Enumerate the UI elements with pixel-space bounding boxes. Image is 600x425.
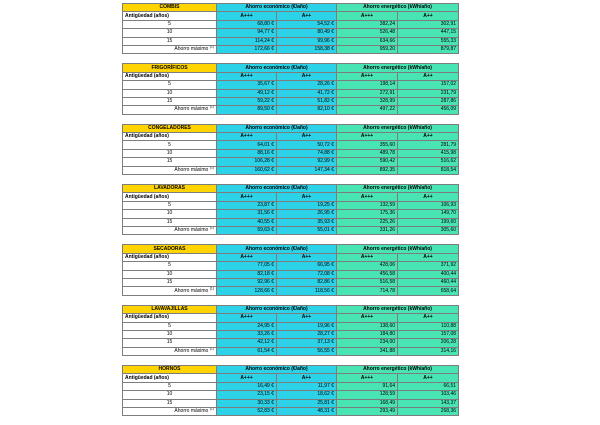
eco-a2-cell: 92,99 € — [277, 158, 337, 166]
energy-a2-cell: 400,44 — [398, 270, 459, 278]
year-cell: 10 — [123, 89, 217, 97]
class-a2-label: A++ — [398, 314, 459, 322]
class-a3-label: A+++ — [337, 72, 398, 80]
class-header-row — [123, 133, 459, 141]
energy-a3-cell: 456,58 — [337, 270, 398, 278]
year-cell: 5 — [123, 81, 217, 89]
eco-a3-cell: 23,87 € — [217, 201, 277, 209]
energy-header: Ahorro energético (kWh/año) — [337, 4, 459, 12]
energy-a3-cell: 234,00 — [337, 339, 398, 347]
class-a3-label: A+++ — [217, 72, 277, 80]
max-row — [123, 106, 459, 114]
max-eco-a2-cell: 56,55 € — [277, 347, 337, 355]
table-header-row — [123, 64, 459, 72]
category-title: LAVADORAS — [123, 185, 217, 193]
eco-a2-cell: 28,26 € — [277, 81, 337, 89]
class-a2-label: A++ — [277, 374, 337, 382]
max-eco-a2-cell: 82,10 € — [277, 106, 337, 114]
year-cell: 10 — [123, 330, 217, 338]
economic-header: Ahorro económico (€/año) — [217, 305, 337, 313]
energy-a3-cell: 225,26 — [337, 218, 398, 226]
table-row — [123, 322, 459, 330]
max-label-text: Ahorro máximo — [174, 106, 209, 113]
class-a2-label: A++ — [398, 193, 459, 201]
max-eco-a2-cell: 158,38 € — [277, 45, 337, 53]
energy-header: Ahorro energético (kWh/año) — [337, 185, 459, 193]
table-header-row — [123, 4, 459, 12]
eco-a3-cell: 31,56 € — [217, 210, 277, 218]
class-a2-label: A++ — [277, 253, 337, 261]
eco-a3-cell: 106,28 € — [217, 158, 277, 166]
table-header-row — [123, 305, 459, 313]
max-eco-a3-cell: 160,62 € — [217, 166, 277, 174]
table-row — [123, 97, 459, 105]
table-row — [123, 89, 459, 97]
eco-a2-cell: 35,93 € — [277, 218, 337, 226]
class-a3-label: A+++ — [217, 253, 277, 261]
savings-table — [122, 305, 459, 356]
max-energy-a2-cell: 314,16 — [398, 347, 459, 355]
eco-a3-cell: 40,55 € — [217, 218, 277, 226]
class-a2-label: A++ — [398, 374, 459, 382]
max-energy-a2-cell: 305,60 — [398, 226, 459, 234]
table-row — [123, 382, 459, 390]
class-a2-label: A++ — [398, 133, 459, 141]
energy-a3-cell: 328,99 — [337, 97, 398, 105]
energy-header: Ahorro energético (kWh/año) — [337, 366, 459, 374]
energy-a3-cell: 175,36 — [337, 210, 398, 218]
max-eco-a3-cell: 89,50 € — [217, 106, 277, 114]
category-title: SECADORAS — [123, 245, 217, 253]
class-header-row — [123, 374, 459, 382]
table-header-row — [123, 124, 459, 132]
eco-a2-cell: 11,97 € — [277, 382, 337, 390]
max-energy-a3-cell: 341,88 — [337, 347, 398, 355]
energy-a2-cell: 206,28 — [398, 339, 459, 347]
eco-a2-cell: 66,95 € — [277, 262, 337, 270]
max-energy-a3-cell: 959,20 — [337, 45, 398, 53]
eco-a3-cell: 24,95 € — [217, 322, 277, 330]
max-energy-a3-cell: 892,35 — [337, 166, 398, 174]
max-energy-a2-cell: 456,09 — [398, 106, 459, 114]
energy-a3-cell: 138,60 — [337, 322, 398, 330]
max-label — [123, 408, 217, 416]
table-row — [123, 141, 459, 149]
class-a2-label: A++ — [277, 133, 337, 141]
section-hornos — [122, 365, 458, 416]
max-label-text: Ahorro máximo — [174, 227, 209, 234]
energy-a2-cell: 157,08 — [398, 330, 459, 338]
table-row — [123, 391, 459, 399]
eco-a2-cell: 80,49 € — [277, 29, 337, 37]
table-row — [123, 201, 459, 209]
max-label-text: Ahorro máximo — [174, 46, 209, 53]
energy-a2-cell: 231,79 — [398, 89, 459, 97]
max-row — [123, 408, 459, 416]
age-label: Antigüedad (años) — [123, 253, 217, 261]
eco-a3-cell: 68,80 € — [217, 20, 277, 28]
energy-header: Ahorro energético (kWh/año) — [337, 64, 459, 72]
energy-a2-cell: 287,86 — [398, 97, 459, 105]
eco-a2-cell: 72,08 € — [277, 270, 337, 278]
class-header-row — [123, 72, 459, 80]
class-a3-label: A+++ — [217, 374, 277, 382]
max-energy-a3-cell: 714,78 — [337, 287, 398, 295]
energy-a2-cell: 157,02 — [398, 81, 459, 89]
energy-a2-cell: 143,37 — [398, 399, 459, 407]
energy-a3-cell: 428,06 — [337, 262, 398, 270]
eco-a3-cell: 49,12 € — [217, 89, 277, 97]
energy-a3-cell: 132,59 — [337, 201, 398, 209]
max-eco-a3-cell: 128,66 € — [217, 287, 277, 295]
max-eco-a3-cell: 52,83 € — [217, 408, 277, 416]
table-row — [123, 330, 459, 338]
energy-a3-cell: 184,80 — [337, 330, 398, 338]
eco-a2-cell: 26,95 € — [277, 210, 337, 218]
age-label: Antigüedad (años) — [123, 133, 217, 141]
table-row — [123, 270, 459, 278]
eco-a2-cell: 99,96 € — [277, 37, 337, 45]
eco-a3-cell: 33,26 € — [217, 330, 277, 338]
class-a2-label: A++ — [398, 12, 459, 20]
eco-a3-cell: 23,15 € — [217, 391, 277, 399]
max-eco-a3-cell: 172,66 € — [217, 45, 277, 53]
economic-header: Ahorro económico (€/año) — [217, 4, 337, 12]
year-cell: 15 — [123, 399, 217, 407]
max-label — [123, 347, 217, 355]
table-row — [123, 210, 459, 218]
category-title: FRIGORÍFICOS — [123, 64, 217, 72]
energy-a2-cell: 281,79 — [398, 141, 459, 149]
year-cell: 5 — [123, 20, 217, 28]
energy-a3-cell: 634,66 — [337, 37, 398, 45]
class-a3-label: A+++ — [337, 133, 398, 141]
savings-table — [122, 63, 459, 114]
year-cell: 15 — [123, 218, 217, 226]
class-a3-label: A+++ — [217, 193, 277, 201]
eco-a2-cell: 82,86 € — [277, 278, 337, 286]
age-label: Antigüedad (años) — [123, 72, 217, 80]
savings-table — [122, 244, 459, 295]
energy-a2-cell: 516,62 — [398, 158, 459, 166]
eco-a2-cell: 50,72 € — [277, 141, 337, 149]
energy-a3-cell: 526,48 — [337, 29, 398, 37]
section-combis — [122, 3, 458, 54]
energy-a2-cell: 460,44 — [398, 278, 459, 286]
class-a3-label: A+++ — [217, 12, 277, 20]
class-a3-label: A+++ — [337, 12, 398, 20]
energy-a2-cell: 199,60 — [398, 218, 459, 226]
energy-header: Ahorro energético (kWh/año) — [337, 245, 459, 253]
section-secadoras — [122, 244, 458, 295]
max-energy-a3-cell: 293,49 — [337, 408, 398, 416]
footnote-marker: (1) — [209, 407, 214, 411]
savings-table — [122, 124, 459, 175]
max-label — [123, 45, 217, 53]
energy-a2-cell: 447,15 — [398, 29, 459, 37]
table-row — [123, 339, 459, 347]
energy-a3-cell: 91,64 — [337, 382, 398, 390]
energy-a3-cell: 272,91 — [337, 89, 398, 97]
max-row — [123, 347, 459, 355]
class-a3-label: A+++ — [337, 253, 398, 261]
class-a3-label: A+++ — [337, 314, 398, 322]
energy-header: Ahorro energético (kWh/año) — [337, 124, 459, 132]
max-row — [123, 45, 459, 53]
table-row — [123, 278, 459, 286]
age-label: Antigüedad (años) — [123, 314, 217, 322]
table-row — [123, 20, 459, 28]
eco-a3-cell: 16,49 € — [217, 382, 277, 390]
energy-a2-cell: 415,98 — [398, 149, 459, 157]
max-eco-a2-cell: 118,56 € — [277, 287, 337, 295]
max-label — [123, 166, 217, 174]
eco-a3-cell: 94,77 € — [217, 29, 277, 37]
savings-table — [122, 3, 459, 54]
category-title: COMBIS — [123, 4, 217, 12]
category-title: CONGELADORES — [123, 124, 217, 132]
year-cell: 15 — [123, 37, 217, 45]
year-cell: 10 — [123, 29, 217, 37]
max-row — [123, 166, 459, 174]
eco-a3-cell: 30,33 € — [217, 399, 277, 407]
max-energy-a2-cell: 818,54 — [398, 166, 459, 174]
energy-a2-cell: 555,33 — [398, 37, 459, 45]
economic-header: Ahorro económico (€/año) — [217, 64, 337, 72]
class-a2-label: A++ — [398, 72, 459, 80]
energy-a3-cell: 128,59 — [337, 391, 398, 399]
energy-a2-cell: 103,46 — [398, 391, 459, 399]
eco-a2-cell: 37,13 € — [277, 339, 337, 347]
footnote-marker: (1) — [209, 286, 214, 290]
max-label-text: Ahorro máximo — [174, 287, 209, 294]
year-cell: 5 — [123, 141, 217, 149]
max-eco-a3-cell: 59,63 € — [217, 226, 277, 234]
year-cell: 10 — [123, 210, 217, 218]
energy-a2-cell: 66,51 — [398, 382, 459, 390]
year-cell: 15 — [123, 97, 217, 105]
class-a2-label: A++ — [277, 193, 337, 201]
eco-a2-cell: 41,72 € — [277, 89, 337, 97]
category-title: HORNOS — [123, 366, 217, 374]
max-label-text: Ahorro máximo — [174, 408, 209, 415]
year-cell: 15 — [123, 278, 217, 286]
energy-a2-cell: 371,92 — [398, 262, 459, 270]
table-header-row — [123, 366, 459, 374]
energy-a3-cell: 590,42 — [337, 158, 398, 166]
eco-a2-cell: 28,27 € — [277, 330, 337, 338]
eco-a3-cell: 64,01 € — [217, 141, 277, 149]
eco-a2-cell: 19,96 € — [277, 322, 337, 330]
energy-a3-cell: 516,58 — [337, 278, 398, 286]
class-a2-label: A++ — [277, 12, 337, 20]
age-label: Antigüedad (años) — [123, 374, 217, 382]
savings-tables — [122, 3, 458, 425]
age-label: Antigüedad (años) — [123, 193, 217, 201]
max-label — [123, 226, 217, 234]
table-row — [123, 262, 459, 270]
footnote-marker: (1) — [209, 105, 214, 109]
year-cell: 10 — [123, 149, 217, 157]
section-congeladores — [122, 124, 458, 175]
energy-a2-cell: 106,93 — [398, 201, 459, 209]
max-label — [123, 287, 217, 295]
max-energy-a3-cell: 497,22 — [337, 106, 398, 114]
max-label — [123, 106, 217, 114]
class-a2-label: A++ — [277, 72, 337, 80]
energy-a3-cell: 198,14 — [337, 81, 398, 89]
class-header-row — [123, 193, 459, 201]
energy-a3-cell: 168,49 — [337, 399, 398, 407]
footnote-marker: (1) — [209, 45, 214, 49]
energy-a2-cell: 110,88 — [398, 322, 459, 330]
section-frigorificos — [122, 63, 458, 114]
table-row — [123, 218, 459, 226]
max-row — [123, 226, 459, 234]
table-row — [123, 399, 459, 407]
footnote-marker: (1) — [209, 226, 214, 230]
table-row — [123, 81, 459, 89]
savings-table — [122, 184, 459, 235]
eco-a3-cell: 88,16 € — [217, 149, 277, 157]
eco-a2-cell: 25,81 € — [277, 399, 337, 407]
footnote-marker: (1) — [209, 166, 214, 170]
eco-a3-cell: 35,67 € — [217, 81, 277, 89]
savings-table — [122, 365, 459, 416]
class-a3-label: A+++ — [337, 193, 398, 201]
section-lavavajillas — [122, 305, 458, 356]
max-label-text: Ahorro máximo — [174, 166, 209, 173]
economic-header: Ahorro económico (€/año) — [217, 366, 337, 374]
section-lavadoras — [122, 184, 458, 235]
table-row — [123, 149, 459, 157]
class-a2-label: A++ — [398, 253, 459, 261]
max-label-text: Ahorro máximo — [174, 347, 209, 354]
eco-a2-cell: 54,52 € — [277, 20, 337, 28]
energy-a3-cell: 355,60 — [337, 141, 398, 149]
class-header-row — [123, 253, 459, 261]
max-eco-a3-cell: 61,54 € — [217, 347, 277, 355]
economic-header: Ahorro económico (€/año) — [217, 245, 337, 253]
eco-a3-cell: 59,22 € — [217, 97, 277, 105]
class-a2-label: A++ — [277, 314, 337, 322]
year-cell: 10 — [123, 391, 217, 399]
energy-a2-cell: 302,91 — [398, 20, 459, 28]
year-cell: 5 — [123, 262, 217, 270]
footnote-marker: (1) — [209, 347, 214, 351]
economic-header: Ahorro económico (€/año) — [217, 185, 337, 193]
year-cell: 15 — [123, 158, 217, 166]
class-a3-label: A+++ — [337, 374, 398, 382]
table-row — [123, 37, 459, 45]
table-header-row — [123, 245, 459, 253]
economic-header: Ahorro económico (€/año) — [217, 124, 337, 132]
eco-a3-cell: 114,24 € — [217, 37, 277, 45]
max-energy-a2-cell: 879,87 — [398, 45, 459, 53]
eco-a2-cell: 51,82 € — [277, 97, 337, 105]
eco-a3-cell: 42,12 € — [217, 339, 277, 347]
max-eco-a2-cell: 147,34 € — [277, 166, 337, 174]
table-header-row — [123, 185, 459, 193]
eco-a2-cell: 19,25 € — [277, 201, 337, 209]
class-a3-label: A+++ — [217, 314, 277, 322]
year-cell: 10 — [123, 270, 217, 278]
max-row — [123, 287, 459, 295]
category-title: LAVAVAJILLAS — [123, 305, 217, 313]
table-row — [123, 158, 459, 166]
year-cell: 5 — [123, 322, 217, 330]
eco-a3-cell: 92,96 € — [217, 278, 277, 286]
energy-a3-cell: 489,78 — [337, 149, 398, 157]
max-energy-a2-cell: 268,36 — [398, 408, 459, 416]
class-header-row — [123, 314, 459, 322]
max-energy-a3-cell: 331,26 — [337, 226, 398, 234]
year-cell: 5 — [123, 201, 217, 209]
max-eco-a2-cell: 48,31 € — [277, 408, 337, 416]
class-header-row — [123, 12, 459, 20]
eco-a2-cell: 18,62 € — [277, 391, 337, 399]
age-label: Antigüedad (años) — [123, 12, 217, 20]
max-eco-a2-cell: 55,01 € — [277, 226, 337, 234]
class-a3-label: A+++ — [217, 133, 277, 141]
table-row — [123, 29, 459, 37]
energy-header: Ahorro energético (kWh/año) — [337, 305, 459, 313]
eco-a3-cell: 82,18 € — [217, 270, 277, 278]
eco-a3-cell: 77,05 € — [217, 262, 277, 270]
energy-a2-cell: 149,70 — [398, 210, 459, 218]
year-cell: 5 — [123, 382, 217, 390]
max-energy-a2-cell: 658,64 — [398, 287, 459, 295]
energy-a3-cell: 382,24 — [337, 20, 398, 28]
year-cell: 15 — [123, 339, 217, 347]
eco-a2-cell: 74,88 € — [277, 149, 337, 157]
